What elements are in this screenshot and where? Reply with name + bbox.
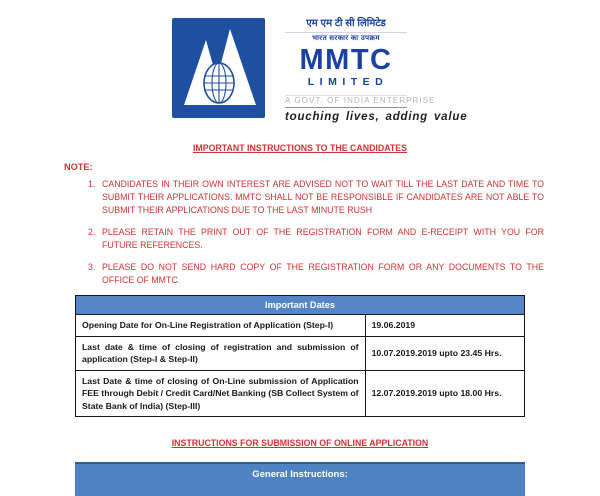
table-row	[76, 315, 525, 337]
important-instructions-heading	[0, 143, 600, 153]
date-row-value: 10.07.2019.2019 upto 23.45 Hrs.	[365, 336, 524, 370]
brand-block	[285, 18, 468, 123]
header	[172, 18, 600, 123]
note-label: NOTE:	[64, 161, 93, 172]
note-number: 3.	[88, 261, 96, 272]
table-title: Important Dates	[76, 296, 525, 315]
important-instructions-link[interactable]: IMPORTANT INSTRUCTIONS TO THE CANDIDATES	[192, 142, 408, 153]
date-row-value: 12.07.2019.2019 upto 18.00 Hrs.	[365, 370, 524, 417]
brand-govt-line: A GOVT. OF INDIA ENTERPRISE	[285, 95, 407, 108]
list-item	[88, 226, 544, 253]
date-row-value: 19.06.2019	[365, 315, 524, 337]
list-item	[88, 178, 544, 218]
date-row-label: Last date & time of closing of registration and submission of application (Step-I & Step-II)	[76, 336, 366, 370]
note-number: 1.	[88, 178, 96, 189]
table-row	[76, 370, 525, 417]
note-number: 2.	[88, 226, 96, 237]
date-row-label: Opening Date for On-Line Registration of Application (Step-I)	[76, 315, 366, 337]
mmtc-logo-icon	[172, 18, 265, 118]
mmtc-notice-page	[0, 18, 600, 481]
notes-list	[88, 178, 544, 288]
submission-instructions-link[interactable]: INSTRUCTIONS FOR SUBMISSION OF ONLINE APPLICATION	[171, 438, 429, 449]
brand-tagline: touching lives, adding value	[285, 110, 468, 123]
note-text: PLEASE DO NOT SEND HARD COPY OF THE REGISTRATION FORM OR ANY DOCUMENTS TO THE OFFICE OF MMTC.	[102, 261, 544, 285]
note-text: CANDIDATES IN THEIR OWN INTEREST ARE ADVISED NOT TO WAIT TILL THE LAST DATE AND TIME TO SUBMIT THEIR APPLICATIONS. MMTC SHALL NOT BE RESPONSIBLE IF CANDIDATES ARE NOT ABLE TO SUBMIT THEIR APPLICATIONS DUE TO THE LAST MINUTE RUSH	[102, 178, 544, 216]
brand-name: MMTC	[299, 43, 393, 76]
submission-instructions-heading	[0, 438, 600, 448]
table-row	[76, 336, 525, 370]
brand-name-sub: LIMITED	[307, 75, 389, 88]
date-row-label: Last Date & time of closing of On-Line submission of Application FEE through Debit / Credit Card/Net Banking (SB Collect System of State Bank of India) (Step-III)	[76, 370, 366, 417]
brand-hindi-subtitle: भारत सरकार का उपक्रम	[285, 32, 407, 43]
list-item	[88, 261, 544, 288]
note-text: PLEASE RETAIN THE PRINT OUT OF THE REGISTRATION FORM AND E-RECEIPT WITH YOU FOR FUTURE REFERENCES.	[102, 226, 544, 251]
general-instructions-bar: General Instructions:	[75, 462, 525, 496]
important-dates-table	[75, 295, 525, 417]
brand-hindi-name: एम एम टी सी लिमिटेड	[306, 18, 386, 29]
table-header-row	[76, 296, 525, 315]
